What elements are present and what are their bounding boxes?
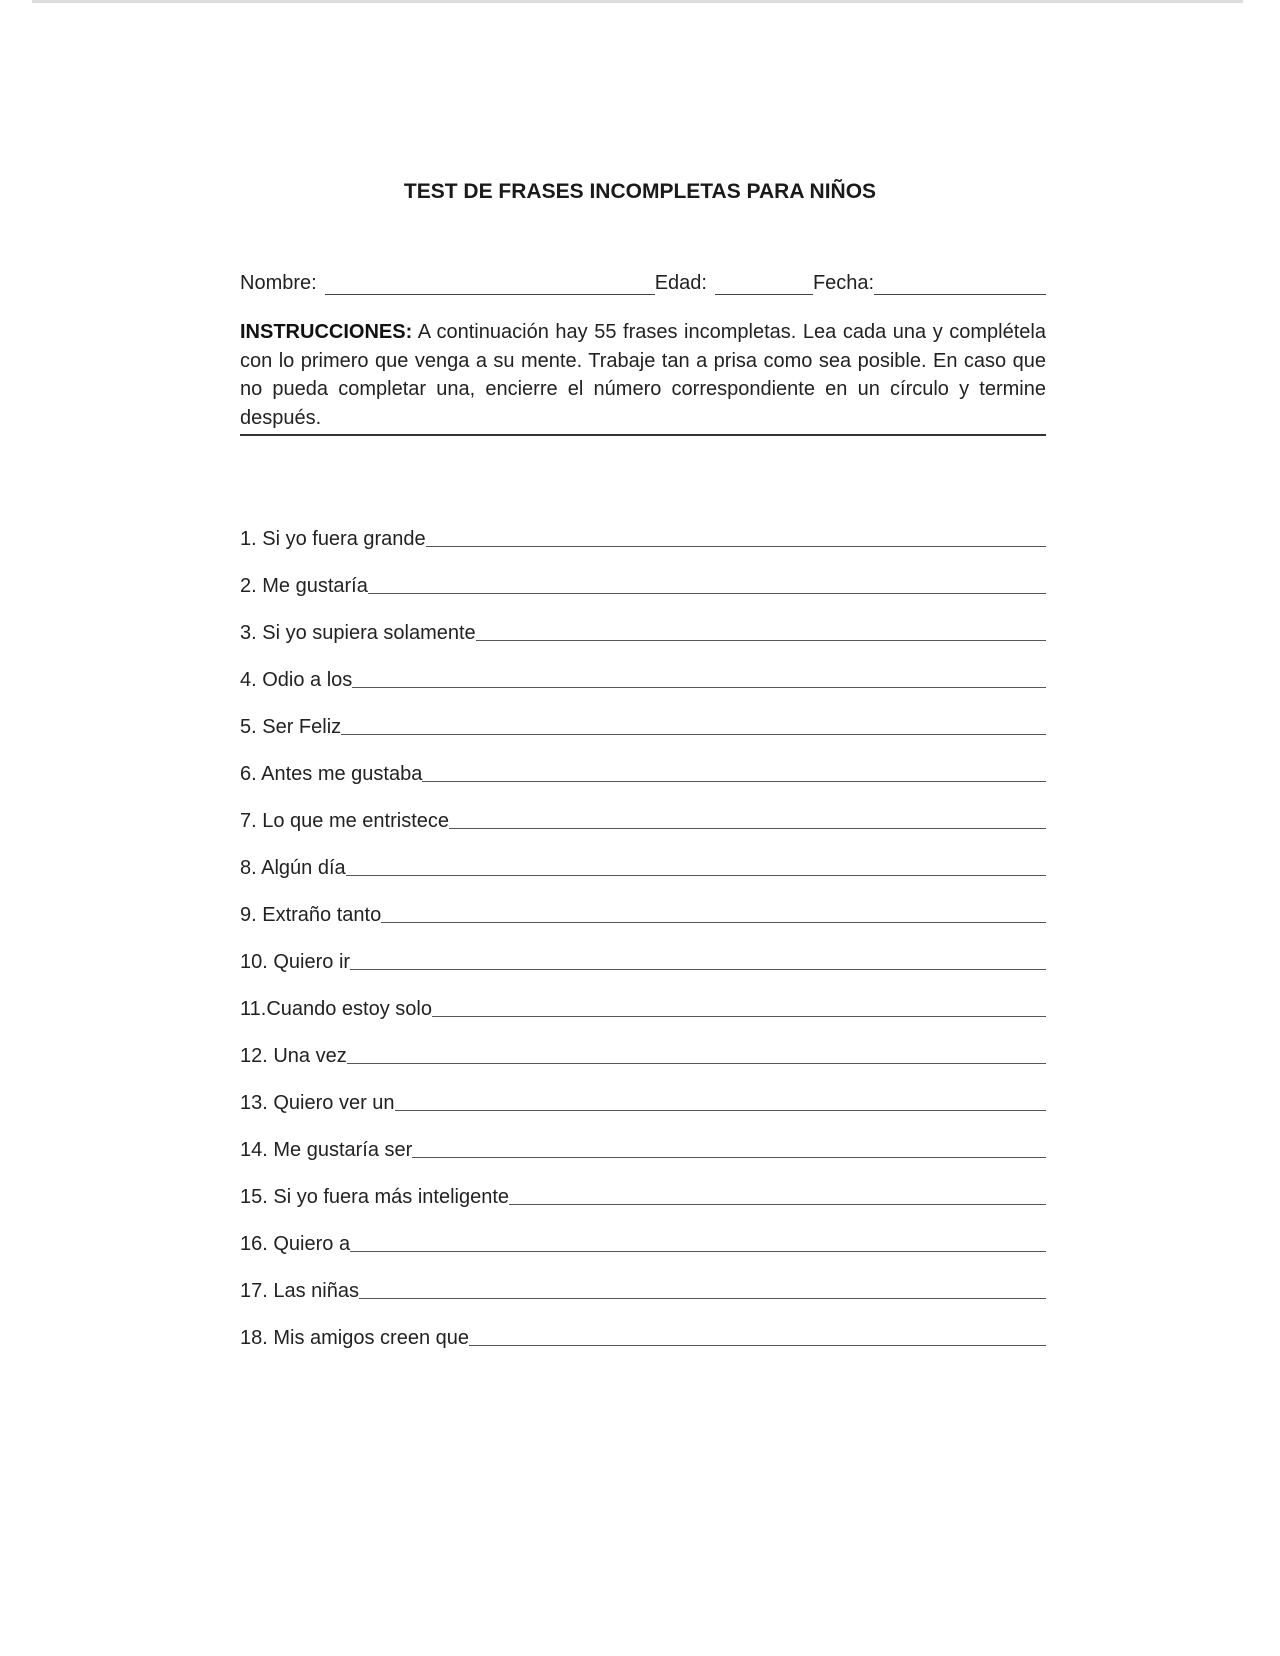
sentence-item [240,1303,1046,1350]
sentence-prompt: 2. Me gustaría [240,575,368,597]
sentence-item [240,880,1046,927]
answer-line[interactable] [426,545,1046,547]
student-info-row [240,272,1046,295]
sentence-item [240,645,1046,692]
sentence-list [240,504,1046,1350]
instructions [240,318,1046,436]
answer-line[interactable] [395,1109,1046,1111]
age-field[interactable] [715,274,813,295]
page-top-border [32,0,1243,3]
instructions-label: INSTRUCCIONES: [240,321,413,343]
age-label: Edad: [654,272,707,294]
instructions-text: A continuación hay 55 frases incompletas. Lea cada una y complétela con lo primero que venga a su mente. Trabaje tan a prisa como sea posible. En caso que no pueda completar una, encierre el número correspondiente en un círculo y termine después. [240,321,1046,429]
sentence-item [240,1115,1046,1162]
sentence-prompt: 8. Algún día [240,857,346,879]
sentence-prompt: 6. Antes me gustaba [240,763,423,785]
sentence-prompt: 11.Cuando estoy solo [240,998,432,1020]
sentence-item [240,1068,1046,1115]
sentence-prompt: 7. Lo que me entristece [240,810,450,832]
sentence-item [240,1209,1046,1256]
answer-line[interactable] [469,1344,1046,1346]
name-field[interactable] [325,274,655,295]
sentence-prompt: 13. Quiero ver un [240,1092,395,1114]
answer-line[interactable] [381,921,1046,923]
sentence-prompt: 9. Extraño tanto [240,904,382,926]
sentence-item [240,692,1046,739]
date-field[interactable] [874,274,1046,295]
sentence-item [240,598,1046,645]
sentence-item [240,504,1046,551]
answer-line[interactable] [412,1156,1046,1158]
answer-line[interactable] [359,1297,1046,1299]
answer-line[interactable] [432,1015,1046,1017]
date-label: Fecha: [812,272,875,294]
answer-line[interactable] [476,639,1046,641]
sentence-prompt: 18. Mis amigos creen que [240,1327,470,1349]
page-title: TEST DE FRASES INCOMPLETAS PARA NIÑOS [403,180,877,203]
sentence-prompt: 17. Las niñas [240,1280,359,1302]
answer-line[interactable] [422,780,1046,782]
sentence-item [240,739,1046,786]
sentence-item [240,1021,1046,1068]
sentence-prompt: 3. Si yo supiera solamente [240,622,476,644]
sentence-prompt: 1. Si yo fuera grande [240,528,426,550]
answer-line[interactable] [449,827,1046,829]
answer-line[interactable] [346,874,1046,876]
sentence-prompt: 4. Odio a los [240,669,353,691]
answer-line[interactable] [341,733,1046,735]
sentence-prompt: 12. Una vez [240,1045,347,1067]
sentence-item [240,1256,1046,1303]
sentence-prompt: 5. Ser Feliz [240,716,342,738]
answer-line[interactable] [350,1250,1046,1252]
sentence-item [240,551,1046,598]
sentence-prompt: 15. Si yo fuera más inteligente [240,1186,510,1208]
sentence-item [240,1162,1046,1209]
sentence-item [240,927,1046,974]
answer-line[interactable] [509,1203,1046,1205]
answer-line[interactable] [368,592,1046,594]
answer-line[interactable] [352,686,1046,688]
sentence-prompt: 10. Quiero ir [240,951,351,973]
sentence-item [240,974,1046,1021]
sentence-prompt: 16. Quiero a [240,1233,351,1255]
answer-line[interactable] [347,1062,1046,1064]
answer-line[interactable] [350,968,1046,970]
sentence-item [240,833,1046,880]
sentence-item [240,786,1046,833]
name-label: Nombre: [240,272,317,294]
sentence-prompt: 14. Me gustaría ser [240,1139,413,1161]
